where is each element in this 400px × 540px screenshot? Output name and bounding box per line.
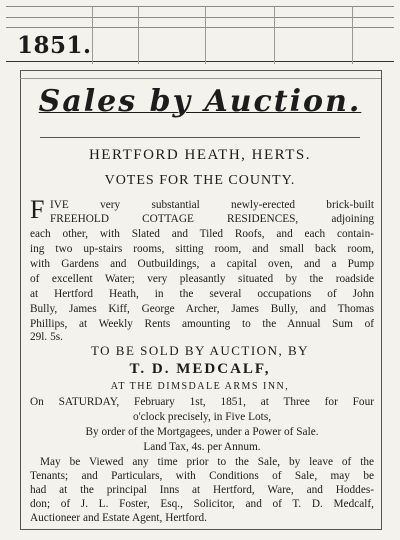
body-line: IVE very substantial newly-erected brick-built bbox=[50, 199, 374, 211]
ledger-line bbox=[205, 6, 206, 64]
body-line: FREEHOLD COTTAGE RESIDENCES, adjoining bbox=[50, 213, 374, 225]
rule-line bbox=[6, 6, 394, 7]
notice-title: Sales by Auction. bbox=[38, 84, 362, 119]
body-line: Phillips, at Weekly Rents amounting to the Annual Sum of bbox=[30, 318, 374, 330]
ledger-line bbox=[274, 6, 275, 64]
body-line: 29l. 5s. bbox=[30, 331, 63, 343]
location-heading: HERTFORD HEATH, HERTS. bbox=[88, 147, 312, 163]
rule-line bbox=[6, 17, 394, 18]
subject-heading: VOTES FOR THE COUNTY. bbox=[104, 173, 296, 188]
ledger-line bbox=[352, 6, 353, 64]
body-line: Bully, James Kiff, George Archer, James Bully, and Thomas bbox=[30, 303, 374, 315]
body-line: ing two up-stairs rooms, sitting room, and small back room, bbox=[30, 243, 374, 255]
closing-line: May be Viewed any time prior to the Sale, by leave of the bbox=[40, 456, 374, 468]
auctioneer-name: T. D. MEDCALF, bbox=[129, 361, 271, 377]
rule-line bbox=[6, 61, 394, 62]
ledger-line bbox=[92, 6, 93, 64]
title-rule bbox=[40, 137, 360, 138]
ledger-line bbox=[138, 6, 139, 64]
body-line: of excellent Water; very pleasantly situated by the roadside bbox=[30, 273, 374, 285]
closing-line: Auctioneer and Estate Agent, Hertford. bbox=[30, 512, 207, 524]
venue-line: AT THE DIMSDALE ARMS INN, bbox=[110, 381, 290, 392]
date-line: On SATURDAY, February 1st, 1851, at Three for Four bbox=[30, 396, 374, 408]
closing-line: had at the principal Inns at Hertford, Ware, and Hoddes- bbox=[30, 484, 374, 496]
date-line: o'clock precisely, in Five Lots, bbox=[132, 411, 272, 423]
frame-inner-rule bbox=[20, 78, 381, 79]
closing-line: Tenants; and Particulars, with Conditions of Sale, may be bbox=[30, 470, 374, 482]
year-heading: 1851. bbox=[17, 32, 92, 59]
date-line: Land Tax, 4s. per Annum. bbox=[143, 441, 261, 453]
body-line: each other, with Slated and Tiled Roofs, and each contain- bbox=[30, 228, 374, 240]
closing-line: don; of J. L. Foster, Esq., Solicitor, and of T. D. Medcalf, bbox=[30, 498, 374, 510]
rule-line bbox=[6, 27, 394, 28]
body-line: at Hertford Heath, in the several occupations of John bbox=[30, 288, 374, 300]
sale-heading: TO BE SOLD BY AUCTION, BY bbox=[90, 343, 310, 358]
drop-cap: F bbox=[30, 195, 45, 224]
body-line: with Gardens and Outbuildings, a capital oven, and a Pump bbox=[30, 258, 374, 270]
date-line: By order of the Mortgagees, under a Power of Sale. bbox=[85, 426, 319, 438]
